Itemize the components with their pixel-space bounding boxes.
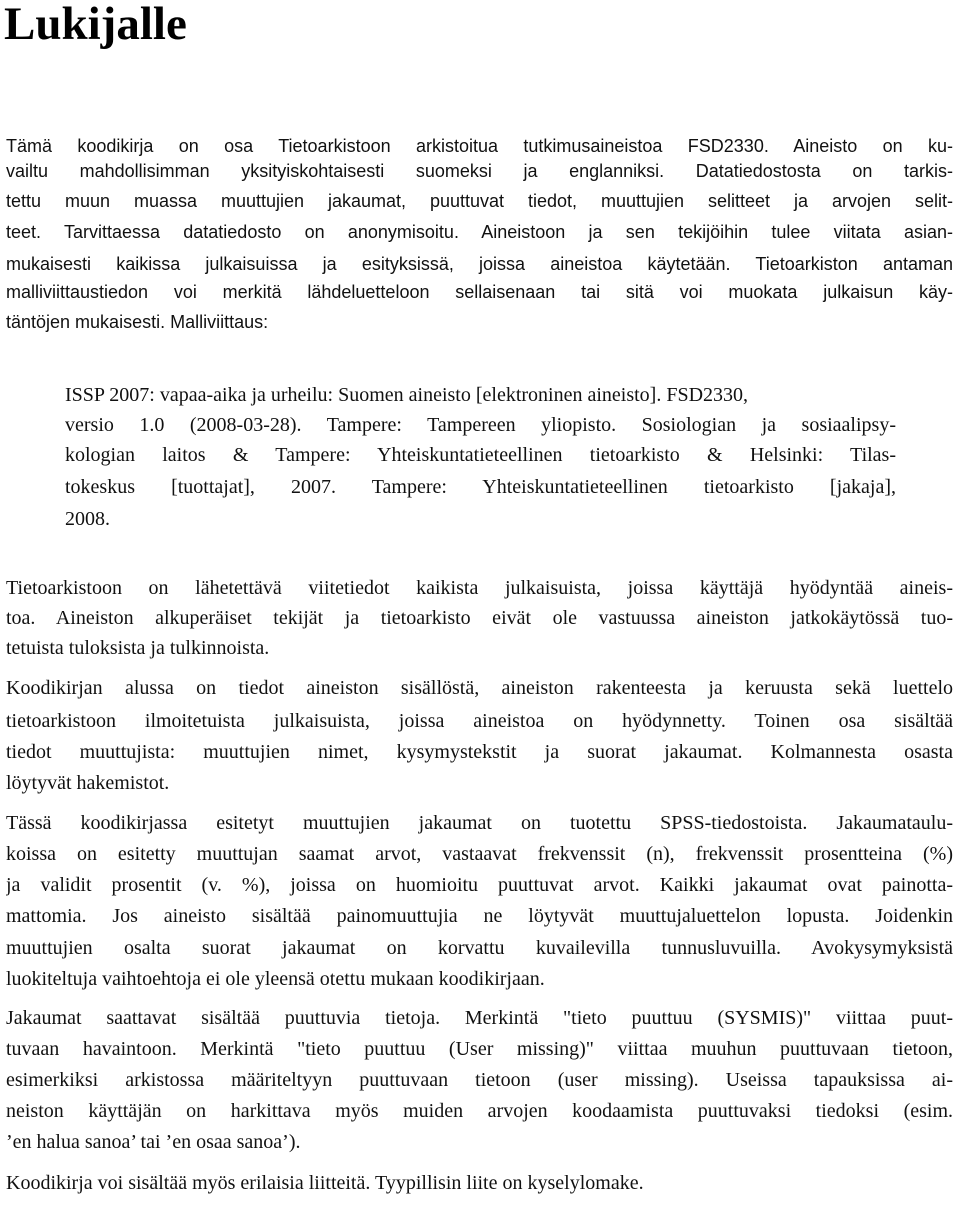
text-line: versio 1.0 (2008-03-28). Tampere: Tampereen yliopisto. Sosiologian ja sosiaalipsy- — [65, 414, 896, 436]
text-line: tokeskus [tuottajat], 2007. Tampere: Yhteiskuntatieteellinen tietoarkisto [jakaja], — [65, 476, 896, 498]
text-line: 2008. — [65, 508, 110, 530]
text-line: toa. Aineiston alkuperäiset tekijät ja tietoarkisto eivät ole vastuussa aineiston jatkokäytössä tuo- — [6, 607, 953, 629]
text-line: löytyvät hakemistot. — [6, 772, 170, 794]
text-line: Jakaumat saattavat sisältää puuttuvia tietoja. Merkintä "tieto puuttuu (SYSMIS)" viittaa puut- — [6, 1007, 953, 1029]
text-line: Tietoarkistoon on lähetettävä viitetiedot kaikista julkaisuista, joissa käyttäjä hyödyntää aineis- — [6, 577, 953, 599]
text-line: esimerkiksi arkistossa määriteltyyn puuttuvaan tietoon (user missing). Useissa tapauksissa ai- — [6, 1069, 953, 1091]
text-line: malliviittaustiedon voi merkitä lähdeluetteloon sellaisenaan tai sitä voi muokata julkaisun käy- — [6, 282, 953, 302]
text-line: ISSP 2007: vapaa-aika ja urheilu: Suomen aineisto [elektroninen aineisto]. FSD2330, — [65, 384, 749, 406]
text-line: neiston käyttäjän on harkittava myös muiden arvojen koodaamista puuttuvaksi tiedoksi (esim. — [6, 1100, 953, 1122]
text-line: mukaisesti kaikissa julkaisuissa ja esityksissä, joissa aineistoa käytetään. Tietoarkiston antaman — [6, 254, 953, 274]
text-line: teet. Tarvittaessa datatiedosto on anonymisoitu. Aineistoon ja sen tekijöihin tulee viitata asian- — [6, 222, 953, 242]
text-line: tuvaan havaintoon. Merkintä "tieto puuttuu (User missing)" viittaa muuhun puuttuvaan tietoon, — [6, 1038, 953, 1060]
text-line: ja validit prosentit (v. %), joissa on huomioitu puuttuvat arvot. Kaikki jakaumat ovat painotta- — [6, 874, 953, 896]
text-line: Tämä koodikirja on osa Tietoarkistoon arkistoitua tutkimusaineistoa FSD2330. Aineisto on ku- — [6, 136, 953, 156]
text-line: Koodikirjan alussa on tiedot aineiston sisällöstä, aineiston rakenteesta ja keruusta sekä luettelo — [6, 677, 953, 699]
page-title: Lukijalle — [4, 0, 187, 50]
text-line: luokiteltuja vaihtoehtoja ei ole yleensä otettu mukaan koodikirjaan. — [6, 968, 545, 990]
text-line: vailtu mahdollisimman yksityiskohtaisesti suomeksi ja englanniksi. Datatiedostosta on tarkis- — [6, 161, 953, 181]
text-line: Koodikirja voi sisältää myös erilaisia liitteitä. Tyypillisin liite on kyselylomake. — [6, 1172, 644, 1194]
text-line: tiedot muuttujista: muuttujien nimet, kysymystekstit ja suorat jakaumat. Kolmannesta osasta — [6, 741, 953, 763]
text-line: täntöjen mukaisesti. Malliviittaus: — [6, 312, 269, 332]
text-line: mattomia. Jos aineisto sisältää painomuuttujia ne löytyvät muuttujaluettelon lopusta. Joidenkin — [6, 905, 953, 927]
text-line: tietoarkistoon ilmoitetuista julkaisuista, joissa aineistoa on hyödynnetty. Toinen osa sisältää — [6, 710, 953, 732]
text-line: ’en halua sanoa’ tai ’en osaa sanoa’). — [6, 1131, 301, 1153]
text-line: kologian laitos & Tampere: Yhteiskuntatieteellinen tietoarkisto & Helsinki: Tilas- — [65, 444, 896, 466]
text-line: koissa on esitetty muuttujan saamat arvot, vastaavat frekvenssit (n), frekvenssit prosentteina (%) — [6, 843, 953, 865]
text-line: muuttujien osalta suorat jakaumat on korvattu kuvailevilla tunnusluvuilla. Avokysymyksistä — [6, 937, 953, 959]
text-line: Tässä koodikirjassa esitetyt muuttujien jakaumat on tuotettu SPSS-tiedostoista. Jakaumataulu- — [6, 812, 953, 834]
text-line: tettu muun muassa muuttujien jakaumat, puuttuvat tiedot, muuttujien selitteet ja arvojen selit- — [6, 191, 953, 211]
text-line: tetuista tuloksista ja tulkinnoista. — [6, 637, 270, 659]
